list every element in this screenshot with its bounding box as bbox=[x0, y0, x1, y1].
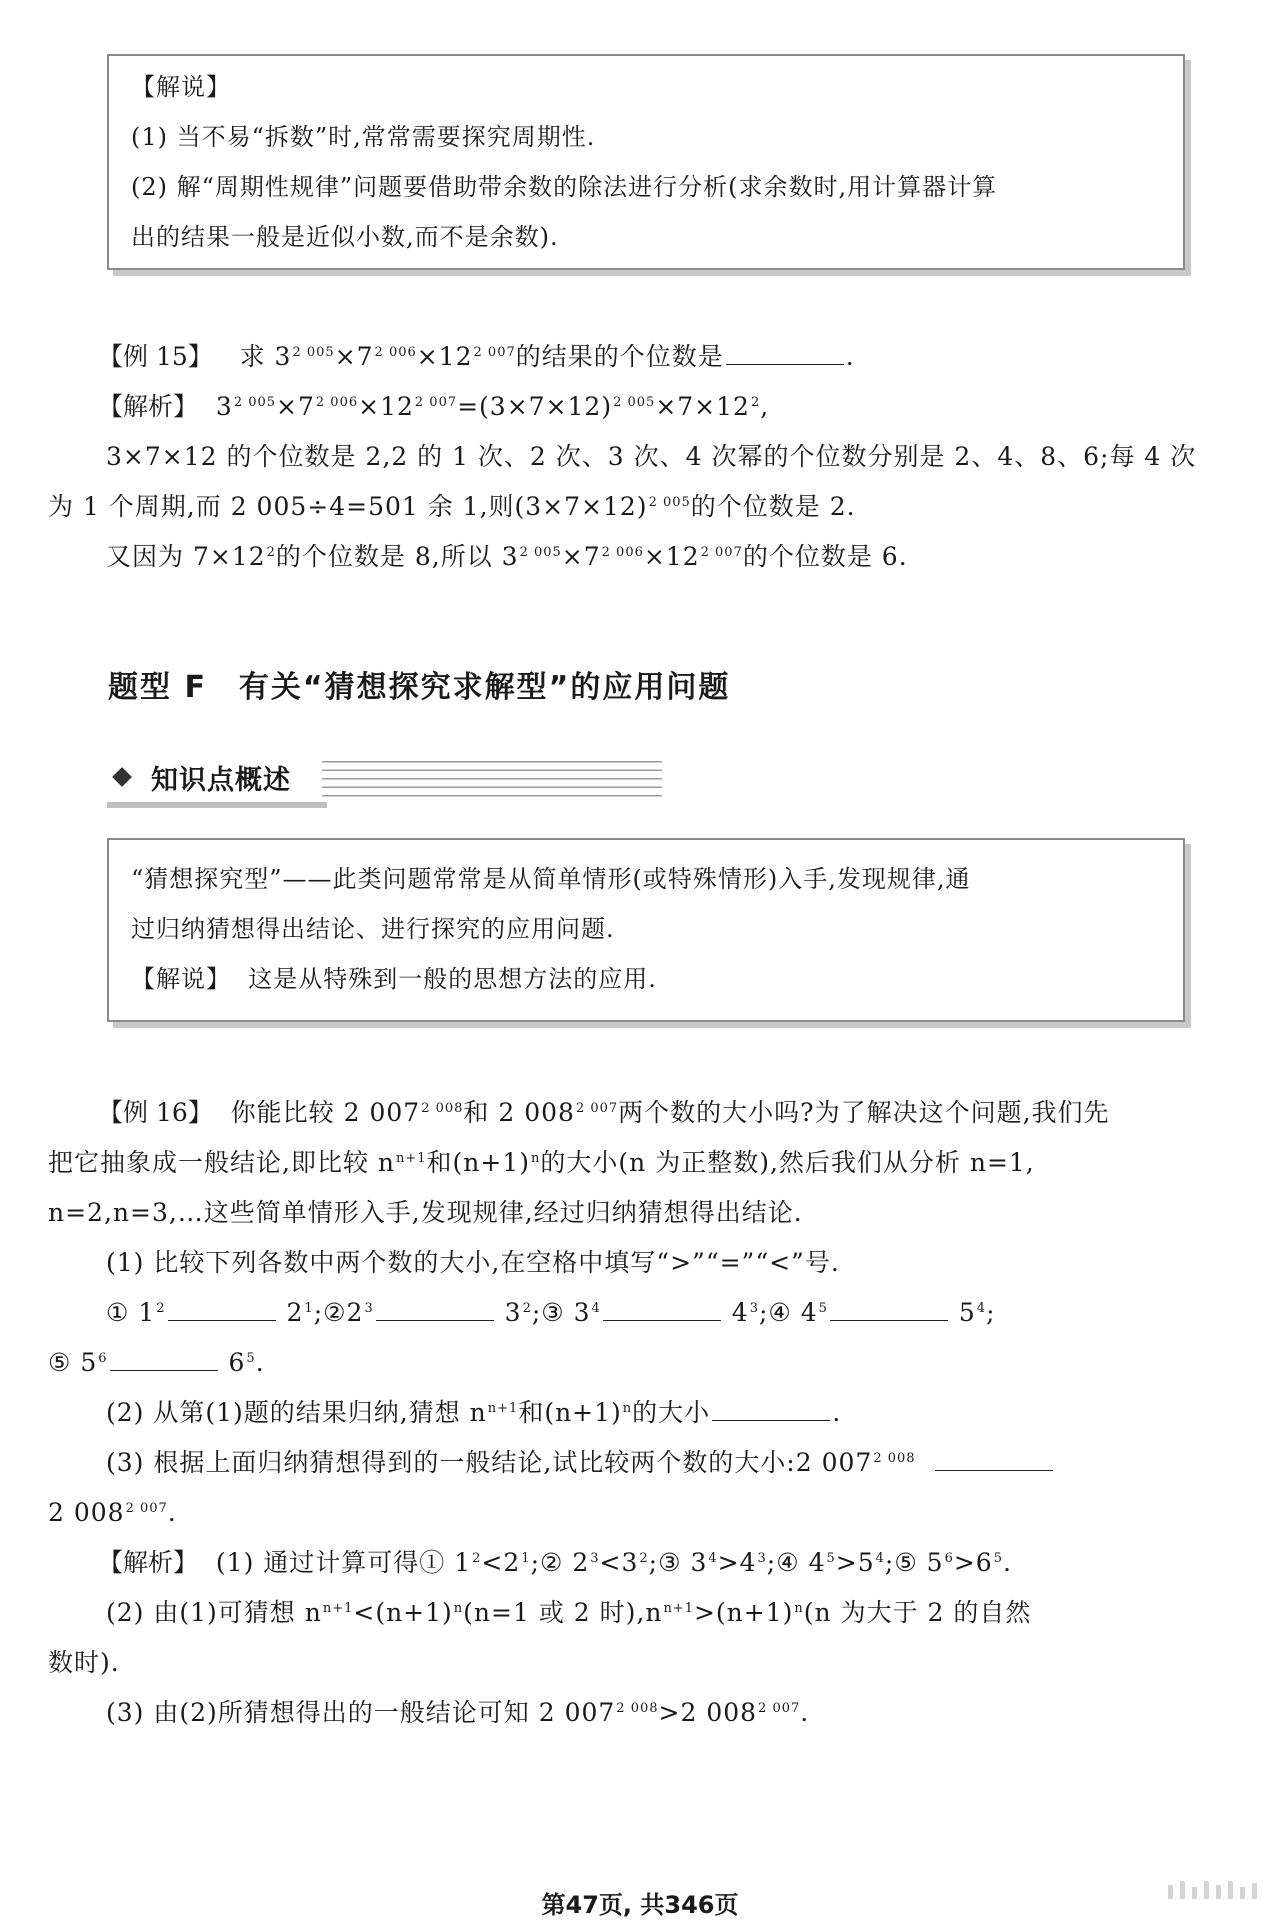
answer-blank[interactable] bbox=[726, 342, 844, 365]
solution-tag: 【解析】 bbox=[98, 392, 199, 421]
banner-bar bbox=[107, 802, 327, 808]
example-16-solution-3: (3) 由(2)所猜想得出的一般结论可知 2 $007^{2 008}>2$ $008^{2 007}$. bbox=[106, 1698, 810, 1727]
example-16-line-2: 把它抽象成一般结论,即比较 $n^{n+1}$和$(n+1)^n$的大小(n 为正整数),然后我们从分析 n=1, bbox=[48, 1148, 1035, 1177]
example-15-tag: 【例 15】 bbox=[98, 342, 213, 371]
example-16-line-3: n=2,n=3,…这些简单情形入手,发现规律,经过归纳猜想得出结论. bbox=[48, 1198, 803, 1227]
answer-blank[interactable] bbox=[603, 1298, 721, 1321]
example-16-solution-1: 【解析】 (1) 通过计算可得① $1^2<2^1;②$ $2^3<3^2;③$ $3^4>4^3;④$ $4^5>5^4;⑤$ $5^6>6^5$. bbox=[98, 1548, 1012, 1577]
example-15-solution-4: 又因为 $7\times 12^2$的个位数是 8,所以 $3^{2 005}\times 7^{2 006}\times 12^{2 007}$的个位数是 6. bbox=[106, 542, 908, 571]
example-16-tag: 【例 16】 bbox=[98, 1098, 213, 1127]
box2-line-3: 【解说】 这是从特殊到一般的思想方法的应用. bbox=[131, 965, 657, 993]
banner-rules bbox=[322, 754, 662, 800]
example-16-part-1: (1) 比较下列各数中两个数的大小,在空格中填写“>”“=”“<”号. bbox=[106, 1248, 840, 1277]
answer-blank[interactable] bbox=[712, 1398, 830, 1421]
box1-item-2a: (2) 解“周期性规律”问题要借助带余数的除法进行分析(求余数时,用计算器计算 bbox=[131, 173, 998, 201]
example-16-part-2: (2) 从第(1)题的结果归纳,猜想 $n^{n+1}$和$(n+1)^n$的大小 . bbox=[106, 1398, 842, 1427]
box1-label: 【解说】 bbox=[131, 73, 231, 101]
answer-blank[interactable] bbox=[168, 1298, 276, 1321]
answer-blank[interactable] bbox=[110, 1348, 218, 1371]
explanation-box-2 bbox=[107, 838, 1185, 1022]
answer-blank[interactable] bbox=[830, 1298, 948, 1321]
box2-line-2: 过归纳猜想得出结论、进行探究的应用问题. bbox=[131, 915, 615, 943]
answer-blank[interactable] bbox=[376, 1298, 494, 1321]
box1-item-2b: 出的结果一般是近似小数,而不是余数). bbox=[131, 223, 559, 251]
banner-title: 知识点概述 bbox=[151, 765, 291, 796]
solution-tag: 【解析】 bbox=[98, 1548, 199, 1577]
example-15-question: 【例 15】 求 $3^{2 005}\times 7^{2 006}\times 12^{2 007}$的结果的个位数是 . bbox=[98, 342, 855, 371]
example-16-line-1: 【例 16】 你能比较 2 $007^{2 008}$和 2 $008^{2 007}$两个数的大小吗?为了解决这个问题,我们先 bbox=[98, 1098, 1110, 1127]
answer-blank[interactable] bbox=[935, 1448, 1053, 1471]
example-16-solution-2: (2) 由(1)可猜想 $n^{n+1}<(n+1)^n(n=1$ 或 2 时)$,n^{n+1}>(n+1)^n(n$ 为大于 2 的自然 bbox=[106, 1598, 1032, 1627]
knowledge-banner bbox=[107, 752, 662, 808]
diamond-icon bbox=[112, 767, 132, 787]
box2-line-1: “猜想探究型”——此类问题常常是从简单情形(或特殊情形)入手,发现规律,通 bbox=[131, 865, 971, 893]
watermark-logo bbox=[1168, 1877, 1268, 1899]
example-16-part-3-b: 2 $008^{2 007}$. bbox=[48, 1498, 177, 1527]
example-16-comparisons-2: ⑤ $5^6$ $6^5$. bbox=[48, 1348, 265, 1377]
section-heading: 题型 F 有关“猜想探究求解型”的应用问题 bbox=[108, 670, 731, 705]
example-15-solution-1: 【解析】 $3^{2 005}\times 7^{2 006}\times 12^{2 007}=(3\times 7\times 12)^{2 005}\times 7\times 12^2$, bbox=[98, 392, 770, 421]
example-16-comparisons-1: ① $1^2$ $2^1;②2^3$ $3^2;③$ $3^4$ $4^3;④$ $4^5$ $5^4$; bbox=[106, 1298, 996, 1327]
box1-item-1: (1) 当不易“拆数”时,常常需要探究周期性. bbox=[131, 123, 596, 151]
page-footer: 第47页, 共346页 bbox=[541, 1891, 739, 1919]
explanation-box-1 bbox=[107, 54, 1185, 270]
example-15-solution-2: 3×7×12 的个位数是 2,2 的 1 次、2 次、3 次、4 次幂的个位数分别是 2、4、8、6;每 4 次 bbox=[106, 442, 1197, 471]
example-16-part-3: (3) 根据上面归纳猜想得到的一般结论,试比较两个数的大小:2 $007^{2 008}$ bbox=[106, 1448, 1055, 1478]
example-15-solution-3: 为 1 个周期,而 2 005÷4=501 余 1,则$(3\times 7\times 12)^{2 005}$的个位数是 2. bbox=[48, 492, 856, 521]
example-16-solution-2-b: 数时). bbox=[48, 1648, 120, 1677]
